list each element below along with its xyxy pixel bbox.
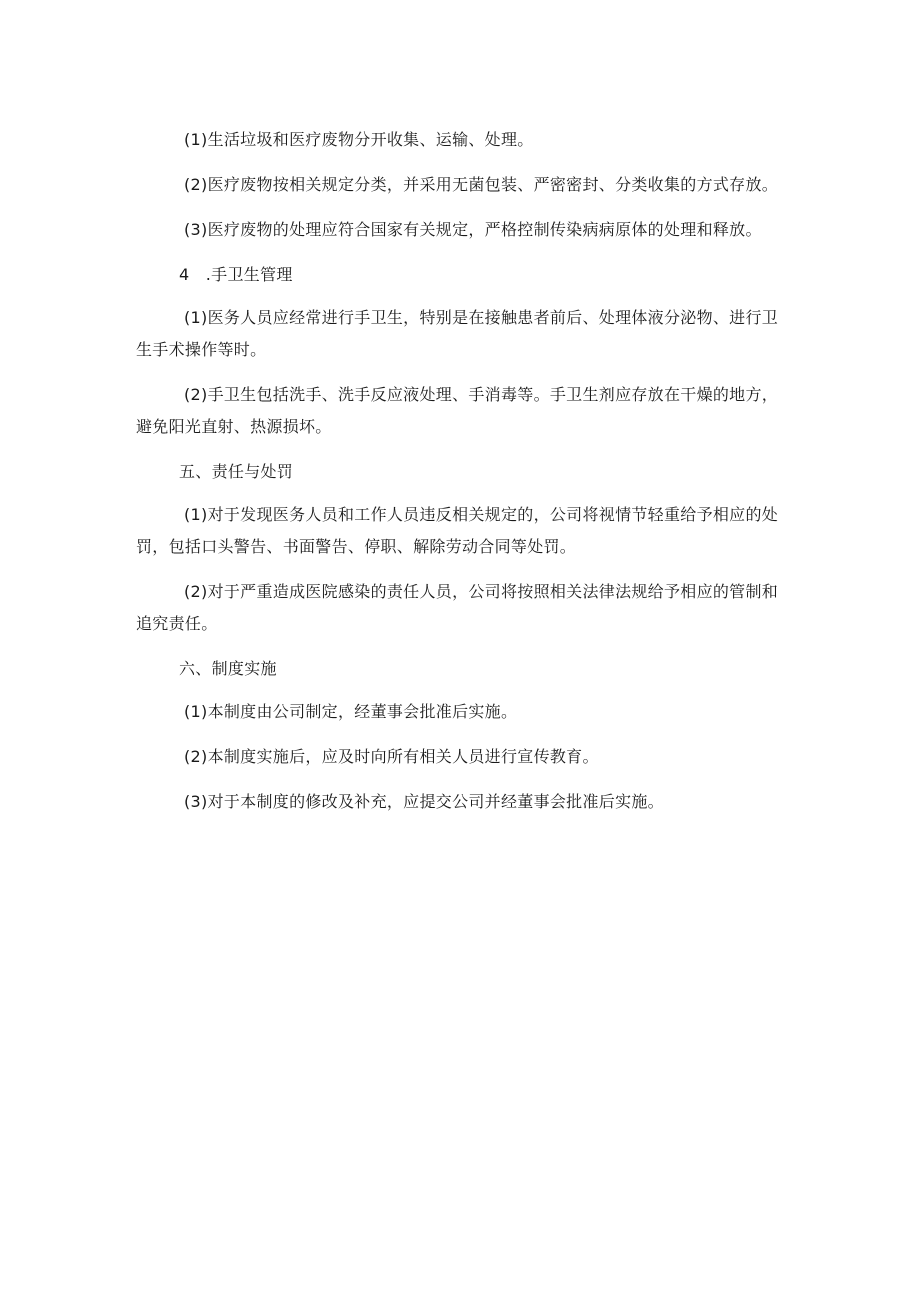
implementation-item-2: (2)本制度实施后，应及时向所有相关人员进行宣传教育。 (184, 747, 599, 766)
document-body (136, 124, 786, 818)
waste-item-3: (3)医疗废物的处理应符合国家有关规定，严格控制传染病病原体的处理和释放。 (184, 220, 762, 239)
penalty-item-1: (1)对于发现医务人员和工作人员违反相关规定的，公司将视情节轻重给予相应的处罚，包括口头警告、书面警告、停职、解除劳动合同等处罚。 (136, 505, 779, 556)
section-heading-implementation: 六、制度实施 (179, 659, 277, 678)
penalty-item-2: (2)对于严重造成医院感染的责任人员，公司将按照相关法律法规给予相应的管制和追究责任。 (136, 582, 779, 633)
implementation-item-1: (1)本制度由公司制定，经董事会批准后实施。 (184, 702, 518, 721)
hand-hygiene-item-2: (2)手卫生包括洗手、洗手反应液处理、手消毒等。手卫生剂应存放在干燥的地方，避免阳光直射、热源损坏。 (136, 385, 779, 436)
hand-hygiene-item-1: (1)医务人员应经常进行手卫生，特别是在接触患者前后、处理体液分泌物、进行卫生手术操作等时。 (136, 308, 779, 359)
implementation-item-3: (3)对于本制度的修改及补充，应提交公司并经董事会批准后实施。 (184, 792, 664, 811)
waste-item-2: (2)医疗废物按相关规定分类，并采用无菌包装、严密密封、分类收集的方式存放。 (184, 175, 779, 194)
waste-item-1: (1)生活垃圾和医疗废物分开收集、运输、处理。 (184, 130, 534, 149)
section-heading-hand-hygiene: 4 .手卫生管理 (179, 265, 293, 284)
section-heading-penalties: 五、责任与处罚 (179, 462, 294, 481)
